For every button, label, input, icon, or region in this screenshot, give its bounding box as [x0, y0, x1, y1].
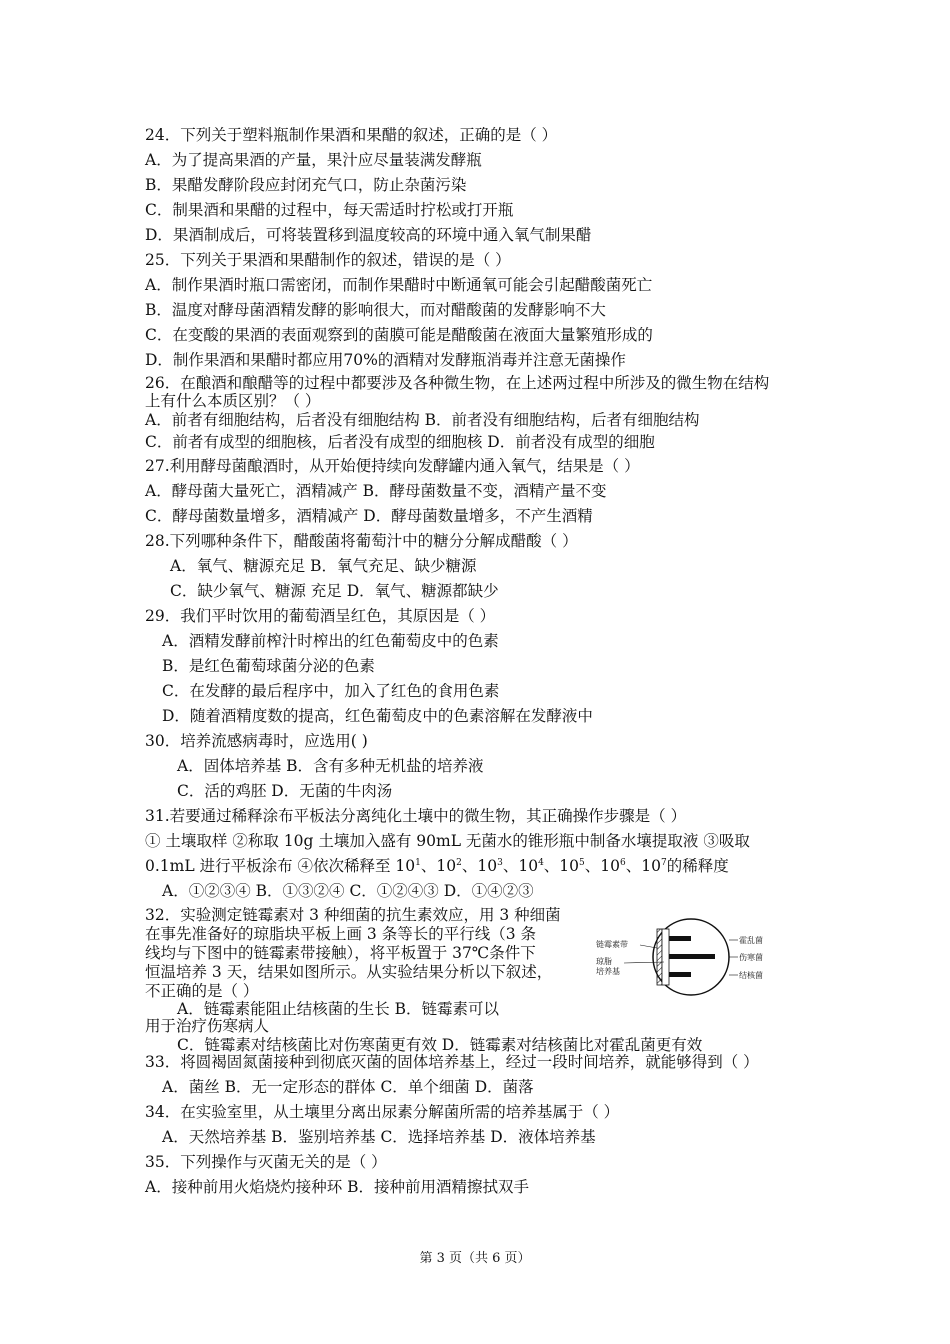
- q24-stem: 24．下列关于塑料瓶制作果酒和果醋的叙述，正确的是（ ）: [145, 126, 558, 144]
- q31-stem: 31.若要通过稀释涂布平板法分离纯化土壤中的微生物，其正确操作步骤是（ ）: [145, 807, 687, 825]
- q28-options-ab: A．氧气、糖源充足 B．氧气充足、缺少糖源: [170, 557, 477, 575]
- q29-option-a: A．酒精发酵前榨汁时榨出的红色葡萄皮中的色素: [162, 632, 499, 650]
- q32-options-cd: C．链霉素对结核菌比对伤寒菌更有效 D．链霉素对结核菌比对霍乱菌更有效: [177, 1036, 703, 1054]
- q32-stem-line3: 线均与下图中的链霉素带接触），将平板置于 37℃条件下: [145, 944, 536, 962]
- label-streptomycin-strip: 链霉素带: [596, 940, 628, 949]
- q28-options-cd: C．缺少氧气、糖源 充足 D．氧气、糖源都缺少: [170, 582, 499, 600]
- q35-options-ab: A．接种前用火焰烧灼接种环 B．接种前用酒精擦拭双手: [145, 1178, 530, 1196]
- q26-stem-line2: 上有什么本质区别？（ ）: [145, 392, 321, 410]
- q31-exp-1: 1: [415, 858, 421, 868]
- q31-line3: 0.1mL 进行平板涂布 ④依次稀释至 $10^1$、$10^2$、$10^3$、$10^4$、$10^5$、$10^6$、$10^7$的稀释度: [145, 857, 729, 875]
- q29-option-c: C．在发酵的最后程序中，加入了红色的食用色素: [162, 682, 500, 700]
- tb-streak: [669, 972, 691, 977]
- q26-stem-line1: 26．在酿酒和酿醋等的过程中都要涉及各种微生物，在上述两过程中所涉及的微生物在结构: [145, 374, 770, 392]
- q30-stem: 30．培养流感病毒时，应选用( ): [145, 732, 368, 750]
- page-footer: 第 3 页（共 6 页）: [419, 1251, 531, 1266]
- q27-options-ab: A．酵母菌大量死亡，酒精减产 B．酵母菌数量不变，酒精产量不变: [145, 482, 607, 500]
- q30-options-cd: C．活的鸡胚 D．无菌的牛肉汤: [177, 782, 393, 800]
- q33-options: A．菌丝 B．无一定形态的群体 C．单个细菌 D．菌落: [162, 1078, 534, 1096]
- q24-option-d: D．果酒制成后，可将装置移到温度较高的环境中通入氧气制果醋: [145, 226, 592, 244]
- q25-stem: 25．下列关于果酒和果醋制作的叙述，错误的是（ ）: [145, 251, 511, 269]
- q31-line2: ① 土壤取样 ②称取 10g 土壤加入盛有 90mL 无菌水的锥形瓶中制备水壤提取液 ③吸取: [145, 832, 750, 850]
- cholera-streak: [669, 936, 691, 941]
- q25-option-a: A．制作果酒时瓶口需密闭，而制作果醋时中断通氧可能会引起醋酸菌死亡: [145, 276, 653, 294]
- q27-stem: 27.利用酵母菌酿酒时，从开始便持续向发酵罐内通入氧气，结果是（ ）: [145, 457, 640, 475]
- q31-options: A．①②③④ B．①③②④ C．①②④③ D．①④②③: [162, 882, 534, 900]
- label-cholera: 霍乱菌: [739, 936, 763, 945]
- q32-options-ab: A．链霉素能阻止结核菌的生长 B．链霉素可以: [177, 1000, 500, 1018]
- q32-stem-line4: 恒温培养 3 天，结果如图所示。从实验结果分析以下叙述，: [145, 963, 553, 981]
- q32-options-ab-cont: 用于治疗伤寒病人: [145, 1017, 270, 1035]
- q31-exp-4: 4: [538, 858, 544, 868]
- q31-line3-pre: 0.1mL 进行平板涂布 ④依次稀释至 10: [145, 857, 416, 875]
- q30-options-ab: A．固体培养基 B．含有多种无机盐的培养液: [177, 757, 484, 775]
- q29-option-b: B．是红色葡萄球菌分泌的色素: [162, 657, 375, 675]
- q24-option-a: A．为了提高果酒的产量，果汁应尽量装满发酵瓶: [145, 151, 482, 169]
- q32-stem-line2: 在事先准备好的琼脂块平板上画 3 条等长的平行线（3 条: [145, 925, 537, 943]
- q34-options: A．天然培养基 B．鉴别培养基 C．选择培养基 D．液体培养基: [162, 1128, 596, 1146]
- q34-stem: 34．在实验室里，从土壤里分离出尿素分解菌所需的培养基属于（ ）: [145, 1103, 620, 1121]
- q33-stem: 33．将圆褐固氮菌接种到彻底灭菌的固体培养基上，经过一段时间培养，就能够得到（ ）: [145, 1053, 759, 1071]
- q24-option-c: C．制果酒和果醋的过程中，每天需适时拧松或打开瓶: [145, 201, 514, 219]
- q35-stem: 35．下列操作与灭菌无关的是（ ）: [145, 1153, 387, 1171]
- q25-option-b: B．温度对酵母菌酒精发酵的影响很大，而对醋酸菌的发酵影响不大: [145, 301, 606, 319]
- label-typhoid: 伤寒菌: [739, 953, 763, 962]
- label-agar: 琼脂: [596, 957, 612, 966]
- q27-options-cd: C．酵母菌数量增多，酒精减产 D．酵母菌数量增多，不产生酒精: [145, 507, 593, 525]
- agar-medium: [662, 929, 669, 985]
- petri-dish-figure: [594, 916, 770, 998]
- q31-exp-5: 5: [579, 858, 585, 868]
- q26-options-ab: A．前者有细胞结构，后者没有细胞结构 B．前者没有细胞结构，后者有细胞结构: [145, 411, 700, 429]
- q31-exp-6: 6: [620, 858, 626, 868]
- q28-stem: 28.下列哪种条件下，醋酸菌将葡萄汁中的糖分分解成醋酸（ ）: [145, 532, 578, 550]
- q31-exp-2: 2: [456, 858, 462, 868]
- q25-option-c: C．在变酸的果酒的表面观察到的菌膜可能是醋酸菌在液面大量繁殖形成的: [145, 326, 653, 344]
- q26-options-cd: C．前者有成型的细胞核，后者没有成型的细胞核 D．前者没有成型的细胞: [145, 433, 655, 451]
- q29-option-d: D．随着酒精度数的提高，红色葡萄皮中的色素溶解在发酵液中: [162, 707, 593, 725]
- label-tuberculosis: 结核菌: [739, 971, 763, 980]
- q24-option-b: B．果醋发酵阶段应封闭充气口，防止杂菌污染: [145, 176, 467, 194]
- streptomycin-strip: [657, 929, 662, 985]
- q29-stem: 29．我们平时饮用的葡萄酒呈红色，其原因是（ ）: [145, 607, 496, 625]
- label-medium: 培养基: [596, 967, 620, 976]
- q31-exp-7: 7: [660, 858, 667, 868]
- q32-stem-line5: 不正确的是（ ）: [145, 982, 259, 1000]
- q32-stem-line1: 32．实验测定链霉素对 3 种细菌的抗生素效应，用 3 种细菌: [145, 906, 561, 924]
- q25-option-d: D．制作果酒和果醋时都应用70%的酒精对发酵瓶消毒并注意无菌操作: [145, 351, 626, 369]
- q31-line3-post: 的稀释度: [666, 857, 729, 875]
- q31-exp-3: 3: [497, 858, 503, 868]
- typhoid-streak: [669, 954, 715, 959]
